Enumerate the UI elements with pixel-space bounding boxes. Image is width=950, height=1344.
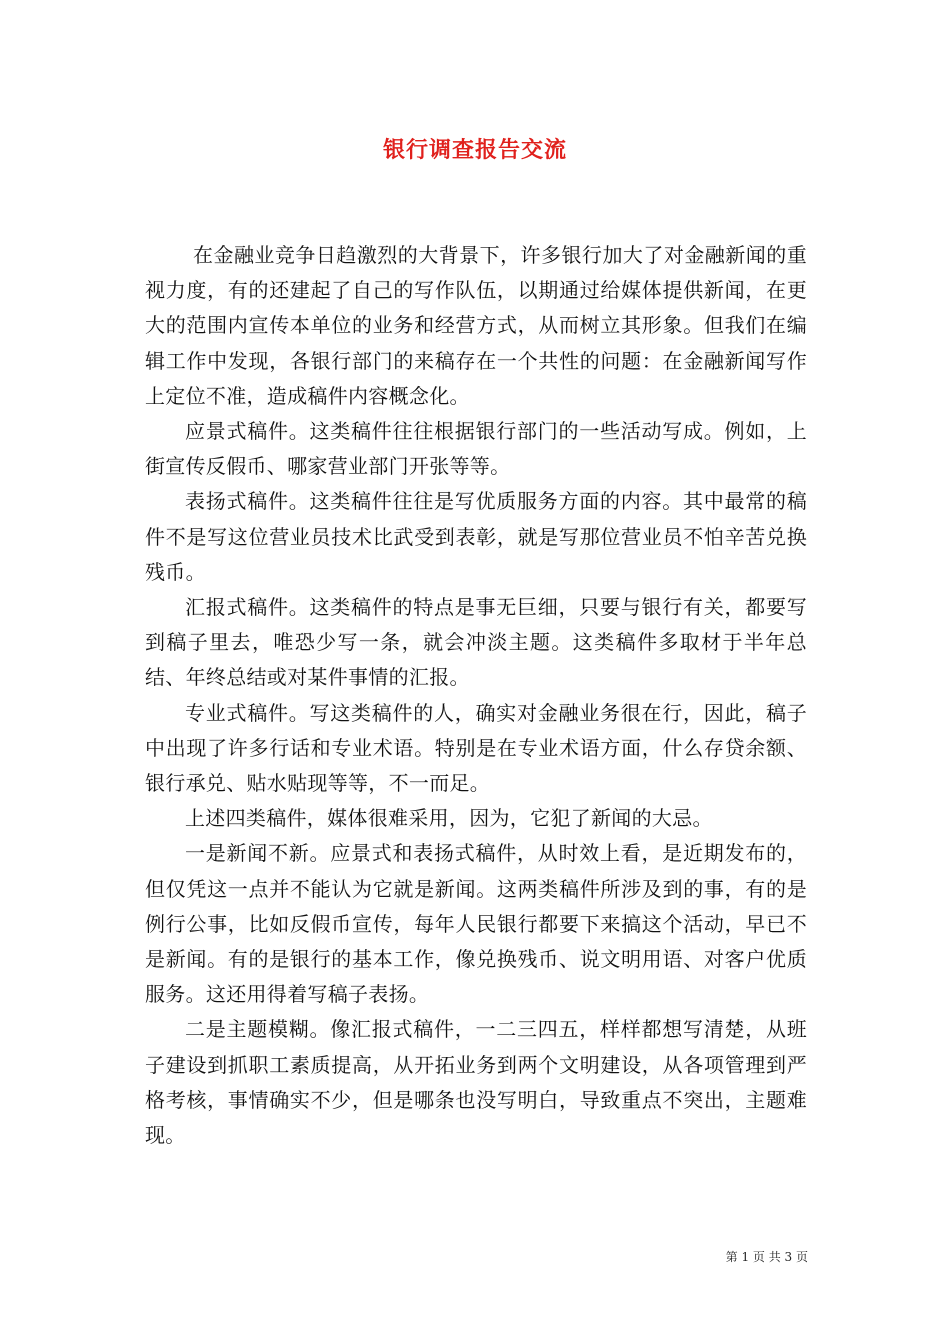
document-title: 银行调查报告交流 <box>382 137 567 163</box>
paragraph-report-articles: 汇报式稿件。这类稿件的特点是事无巨细，只要与银行有关，都要写到稿子里去，唯恐少写一条，就会冲淡主题。这类稿件多取材于半年总结、年终总结或对某件事情的汇报。 <box>145 595 807 690</box>
paragraph-point-two: 二是主题模糊。像汇报式稿件，一二三四五，样样都想写清楚，从班子建设到抓职工素质提高，从开拓业务到两个文明建设，从各项管理到严格考核，事情确实不少，但是哪条也没写明白，导致重点不突出，主题难现。 <box>145 1017 807 1148</box>
paragraph-summary: 上述四类稿件，媒体很难采用，因为，它犯了新闻的大忌。 <box>185 806 713 831</box>
paragraph-intro: 在金融业竞争日趋激烈的大背景下，许多银行加大了对金融新闻的重视力度，有的还建起了自己的写作队伍，以期通过给媒体提供新闻，在更大的范围内宣传本单位的业务和经营方式，从而树立其形象。但我们在编辑工作中发现，各银行部门的来稿存在一个共性的问题：在金融新闻写作上定位不准，造成稿件内容概念化。 <box>145 243 807 408</box>
page-number-footer: 第 1 页 共 3 页 <box>725 1250 808 1264</box>
paragraph-occasional-articles: 应景式稿件。这类稿件往往根据银行部门的一些活动写成。例如，上街宣传反假币、哪家营业部门开张等等。 <box>145 419 807 479</box>
paragraph-point-one: 一是新闻不新。应景式和表扬式稿件，从时效上看，是近期发布的，但仅凭这一点并不能认为它就是新闻。这两类稿件所涉及到的事，有的是例行公事，比如反假币宣传，每年人民银行都要下来搞这个活动，早已不是新闻。有的是银行的基本工作，像兑换残币、说文明用语、对客户优质服务。这还用得着写稿子表扬。 <box>145 841 807 1007</box>
paragraph-professional-articles: 专业式稿件。写这类稿件的人，确实对金融业务很在行，因此，稿子中出现了许多行话和专业术语。特别是在专业术语方面，什么存贷余额、银行承兑、贴水贴现等等，不一而足。 <box>145 700 807 796</box>
document-body <box>145 238 807 1153</box>
paragraph-praise-articles: 表扬式稿件。这类稿件往往是写优质服务方面的内容。其中最常的稿件不是写这位营业员技术比武受到表彰，就是写那位营业员不怕辛苦兑换残币。 <box>145 489 807 584</box>
